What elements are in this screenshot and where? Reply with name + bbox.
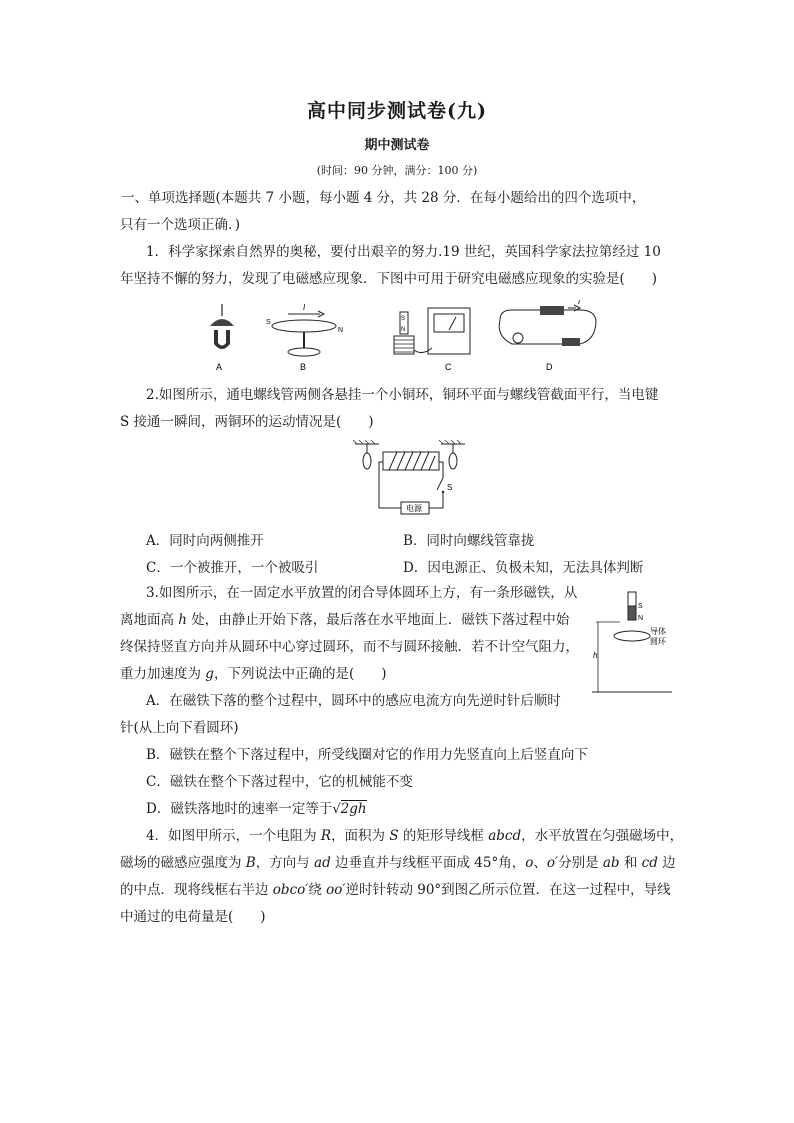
q2-option-d: D．因电源正、负极未知，无法具体判断	[403, 560, 644, 576]
svg-text:N: N	[638, 615, 644, 622]
q3-magnet-ring-figure	[588, 590, 678, 700]
section-line-1: 一、单项选择题(本题共 7 小题，每小题 4 分，共 28 分．在每小题给出的四个选项中，	[121, 190, 646, 206]
svg-text:S: S	[638, 603, 643, 610]
figure-a-magnet-lamp	[210, 304, 234, 372]
page-subtitle: 期中测试卷	[364, 138, 430, 153]
svg-text:电源: 电源	[406, 504, 422, 513]
q2-line-2: S 接通一瞬间，两铜环的运动情况是( )	[120, 414, 374, 430]
q1-line-1: 1．科学家探索自然界的奥秘，要付出艰辛的努力.19 世纪，英国科学家法拉第经过 10	[146, 244, 661, 260]
svg-text:I: I	[578, 300, 581, 306]
q2-solenoid-figure	[345, 440, 475, 520]
svg-text:S: S	[266, 319, 271, 326]
q3-option-a-line-1: A．在磁铁下落的整个过程中，圆环中的感应电流方向先逆时针后顺时	[146, 693, 561, 709]
q3-line-3: 终保持竖直方向并从圆环中心穿过圆环，而不与圆环接触．若不计空气阻力，	[120, 639, 579, 655]
q2-option-c: C．一个被推开，一个被吸引	[146, 560, 319, 576]
figure-b-rotating-disk	[266, 303, 343, 372]
q4-line-4: 中通过的电荷量是( )	[120, 909, 266, 925]
q2-option-b: B．同时向螺线管靠拢	[403, 533, 535, 549]
q1-line-2: 年坚持不懈的努力，发现了电磁感应现象．下图中可用于研究电磁感应现象的实验是( )	[120, 271, 658, 287]
q3-option-b: B．磁铁在整个下落过程中，所受线圈对它的作用力先竖直向上后竖直向下	[146, 747, 588, 763]
svg-text:N: N	[338, 327, 344, 334]
q3-option-c: C．磁铁在整个下落过程中，它的机械能不变	[146, 774, 413, 790]
q4-line-2: 磁场的磁感应强度为 B，方向与 ad 边垂直并与线框平面成 45°角，o、o′分别是 ab 和 cd 边	[120, 855, 676, 871]
svg-text:S: S	[401, 316, 406, 322]
svg-text:I: I	[303, 303, 306, 312]
svg-text:N: N	[401, 327, 406, 333]
q3-option-a-line-2: 针(从上向下看圆环)	[120, 720, 239, 736]
figure-c-coil-galvanometer	[394, 308, 470, 372]
svg-text:圆环: 圆环	[650, 637, 666, 646]
figure-d-label: D	[546, 362, 553, 372]
q3-line-1: 3.如图所示，在一固定水平放置的闭合导体圆环上方，有一条形磁铁，从	[146, 585, 578, 601]
figure-a-label: A	[216, 362, 223, 372]
figure-d-circuit	[499, 300, 596, 372]
q2-line-1: 2.如图所示，通电螺线管两侧各悬挂一个小铜环，铜环平面与螺线管截面平行，当电键	[146, 387, 659, 403]
q4-line-3: 的中点．现将线框右半边 obco′绕 oo′逆时针转动 90°到图乙所示位置．在这一过程中，导线	[120, 882, 671, 898]
figure-b-label: B	[300, 362, 307, 372]
section-line-2: 只有一个选项正确．)	[120, 217, 241, 233]
exam-meta: (时间：90 分钟，满分：100 分)	[316, 164, 478, 177]
q4-line-1: 4．如图甲所示，一个电阻为 R，面积为 S 的矩形导线框 abcd，水平放置在匀强磁场中，	[146, 828, 684, 844]
q2-option-a: A．同时向两侧推开	[146, 533, 264, 549]
svg-text:导体: 导体	[650, 627, 666, 636]
sqrt-symbol: √	[332, 802, 341, 817]
q1-figures	[200, 300, 620, 380]
figure-c-label: C	[445, 362, 452, 372]
svg-text:h: h	[593, 651, 598, 660]
q3-option-d: D．磁铁落地时的速率一定等于√2gh	[146, 801, 367, 817]
svg-text:S: S	[447, 483, 453, 492]
q3-line-2: 离地面高 h 处，由静止开始下落，最后落在水平地面上．磁铁下落过程中始	[120, 612, 570, 628]
q3-line-4: 重力加速度为 g，下列说法中正确的是( )	[120, 666, 387, 682]
page-title: 高中同步测试卷(九)	[307, 100, 487, 122]
